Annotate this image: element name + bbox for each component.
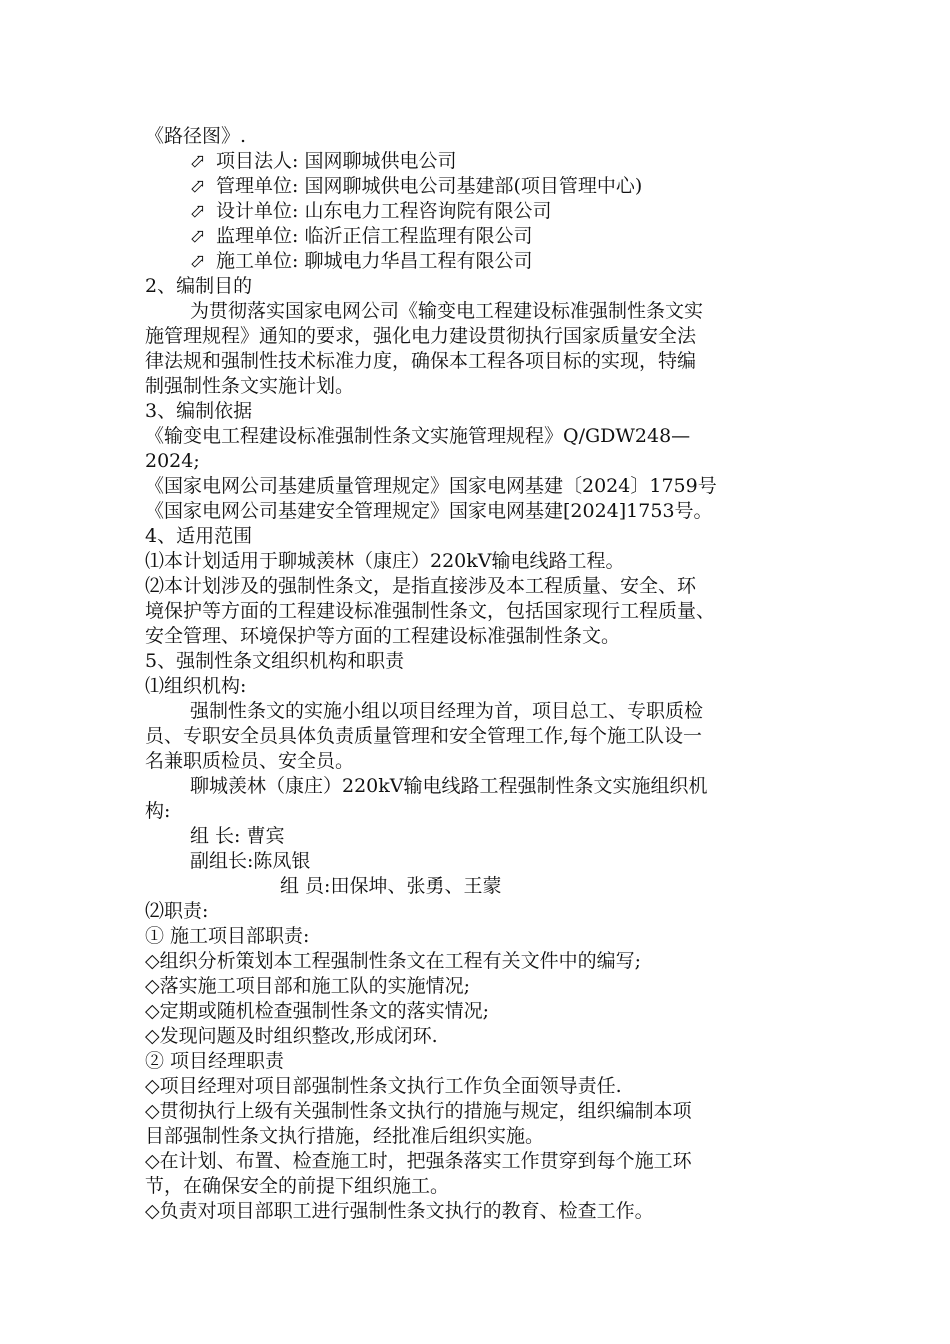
section-heading: 5、强制性条文组织机构和职责 bbox=[145, 650, 405, 672]
party-item: ⬀ 设计单位: 山东电力工程咨询院有限公司 bbox=[190, 200, 552, 222]
team-deputy: 副组长:陈凤银 bbox=[190, 850, 311, 872]
section-heading: 4、适用范围 bbox=[145, 525, 253, 547]
list-item: ◇定期或随机检查强制性条文的落实情况; bbox=[145, 1000, 490, 1022]
paragraph-line: 员、专职安全员具体负责质量管理和安全管理工作,每个施工队设一 bbox=[145, 725, 703, 747]
list-item: ◇在计划、布置、检查施工时，把强条落实工作贯穿到每个施工环 bbox=[145, 1150, 692, 1172]
section-heading: 2、编制目的 bbox=[145, 275, 253, 297]
reference-line: 《国家电网公司基建质量管理规定》国家电网基建〔2024〕1759号 bbox=[145, 475, 717, 497]
list-item: ◇发现问题及时组织整改,形成闭环. bbox=[145, 1025, 438, 1047]
paragraph-line: 律法规和强制性技术标准力度，确保本工程各项目标的实现，特编 bbox=[145, 350, 697, 372]
paragraph-line: 聊城羡林（康庄）220kV输电线路工程强制性条文实施组织机 bbox=[190, 775, 708, 797]
list-item: ◇负责对项目部职工进行强制性条文执行的教育、检查工作。 bbox=[145, 1200, 654, 1222]
subsection-label: ⑴组织机构: bbox=[145, 675, 247, 697]
team-leader: 组 长: 曹宾 bbox=[190, 825, 285, 847]
paragraph-line: 为贯彻落实国家电网公司《输变电工程建设标准强制性条文实 bbox=[190, 300, 704, 322]
paragraph-line: 安全管理、环境保护等方面的工程建设标准强制性条文。 bbox=[145, 625, 621, 647]
paragraph-line: ⑵本计划涉及的强制性条文，是指直接涉及本工程质量、安全、环 bbox=[145, 575, 697, 597]
arrow-icon: ⬀ bbox=[190, 225, 206, 247]
arrow-icon: ⬀ bbox=[190, 250, 206, 272]
paragraph-line: 制强制性条文实施计划。 bbox=[145, 375, 355, 397]
paragraph-line: 强制性条文的实施小组以项目经理为首，项目总工、专职质检 bbox=[190, 700, 704, 722]
subsection-label: ① 施工项目部职责: bbox=[145, 925, 310, 947]
reference-line: 《国家电网公司基建安全管理规定》国家电网基建[2024]1753号。 bbox=[145, 500, 713, 522]
paragraph-line: 名兼职质检员、安全员。 bbox=[145, 750, 355, 772]
list-item: ◇组织分析策划本工程强制性条文在工程有关文件中的编写; bbox=[145, 950, 642, 972]
paragraph-line: 施管理规程》通知的要求，强化电力建设贯彻执行国家质量安全法 bbox=[145, 325, 697, 347]
list-item: ◇落实施工项目部和施工队的实施情况; bbox=[145, 975, 471, 997]
intro-line: 《路径图》. bbox=[145, 125, 247, 147]
team-members: 组 员:田保坤、张勇、王蒙 bbox=[280, 875, 502, 897]
paragraph-line: 境保护等方面的工程建设标准强制性条文，包括国家现行工程质量、 bbox=[145, 600, 716, 622]
party-item: ⬀ 施工单位: 聊城电力华昌工程有限公司 bbox=[190, 250, 533, 272]
list-item: ◇贯彻执行上级有关强制性条文执行的措施与规定，组织编制本项 bbox=[145, 1100, 692, 1122]
arrow-icon: ⬀ bbox=[190, 200, 206, 222]
reference-line: 《输变电工程建设标准强制性条文实施管理规程》Q/GDW248— bbox=[145, 425, 691, 447]
paragraph-line: 构: bbox=[145, 800, 171, 822]
subsection-label: ⑵职责: bbox=[145, 900, 209, 922]
reference-line: 2024; bbox=[145, 450, 200, 472]
party-item: ⬀ 管理单位: 国网聊城供电公司基建部(项目管理中心) bbox=[190, 175, 643, 197]
party-item: ⬀ 监理单位: 临沂正信工程监理有限公司 bbox=[190, 225, 533, 247]
subsection-label: ② 项目经理职责 bbox=[145, 1050, 285, 1072]
list-item: 节，在确保安全的前提下组织施工。 bbox=[145, 1175, 450, 1197]
list-item: ◇项目经理对项目部强制性条文执行工作负全面领导责任. bbox=[145, 1075, 622, 1097]
paragraph-line: ⑴本计划适用于聊城羡林（康庄）220kV输电线路工程。 bbox=[145, 550, 625, 572]
list-item: 目部强制性条文执行措施，经批准后组织实施。 bbox=[145, 1125, 545, 1147]
arrow-icon: ⬀ bbox=[190, 175, 206, 197]
party-item: ⬀ 项目法人: 国网聊城供电公司 bbox=[190, 150, 457, 172]
arrow-icon: ⬀ bbox=[190, 150, 206, 172]
section-heading: 3、编制依据 bbox=[145, 400, 253, 422]
